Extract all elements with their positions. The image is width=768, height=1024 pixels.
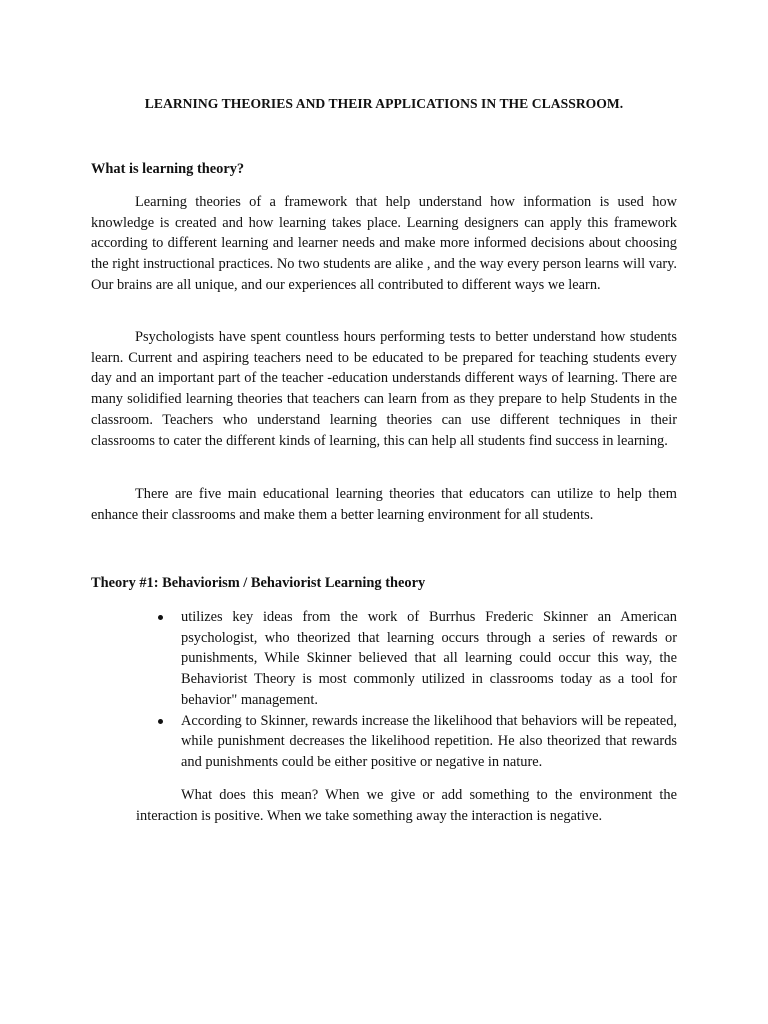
bullet-icon [158,615,163,620]
bullet-icon [158,719,163,724]
behaviorism-bullet-list [181,607,677,773]
document-title: LEARNING THEORIES AND THEIR APPLICATIONS IN THE CLASSROOM. [144,96,624,111]
paragraph-psychologists: Psychologists have spent countless hours performing tests to better understand how students learn. Current and aspiring teachers need to be educated to be prepared for teaching students every day and an important part of the teacher -education understands different ways of learning. There are many solidified learning theories that teachers can learn from as they prepare to help Students in the classroom. Teachers who understand learning theories can use different techniques in their classrooms to cater the different kinds of learning, this can help all students find success in learning. [91,329,677,449]
paragraph-positive-negative: What does this mean? When we give or add something to the environment the interaction is positive. When we take something away the interaction is negative. [136,787,677,824]
paragraph-definition: Learning theories of a framework that help understand how information is used how knowledge is created and how learning takes place. Learning designers can apply this framework according to different learning and learner needs and make more informed decisions about choosing the right instructional practices. No two students are alike , and the way every person learns will vary. Our brains are all unique, and our experiences all contributed to different ways we learn. [91,194,677,293]
bullet-text-skinner-work: utilizes key ideas from the work of Burrhus Frederic Skinner an American psychologist, who theorized that learning occurs through a series of rewards or punishments, While Skinner believed that all learning could occur this way, the Behaviorist Theory is most commonly utilized in classrooms today as a tool for behavior" management. [181,609,677,708]
paragraph-five-theories: There are five main educational learning theories that educators can utilize to help them enhance their classrooms and make them a better learning environment for all students. [91,486,677,523]
section-heading-behaviorism: Theory #1: Behaviorism / Behaviorist Learning theory [91,575,426,591]
list-item [181,711,677,773]
list-item [181,607,677,711]
bullet-text-rewards: According to Skinner, rewards increase the likelihood that behaviors will be repeated, while punishment decreases the likelihood repetition. He also theorized that rewards and punishments could be either positive or negative in nature. [181,712,677,770]
section-heading-learning-theory: What is learning theory? [91,161,245,177]
